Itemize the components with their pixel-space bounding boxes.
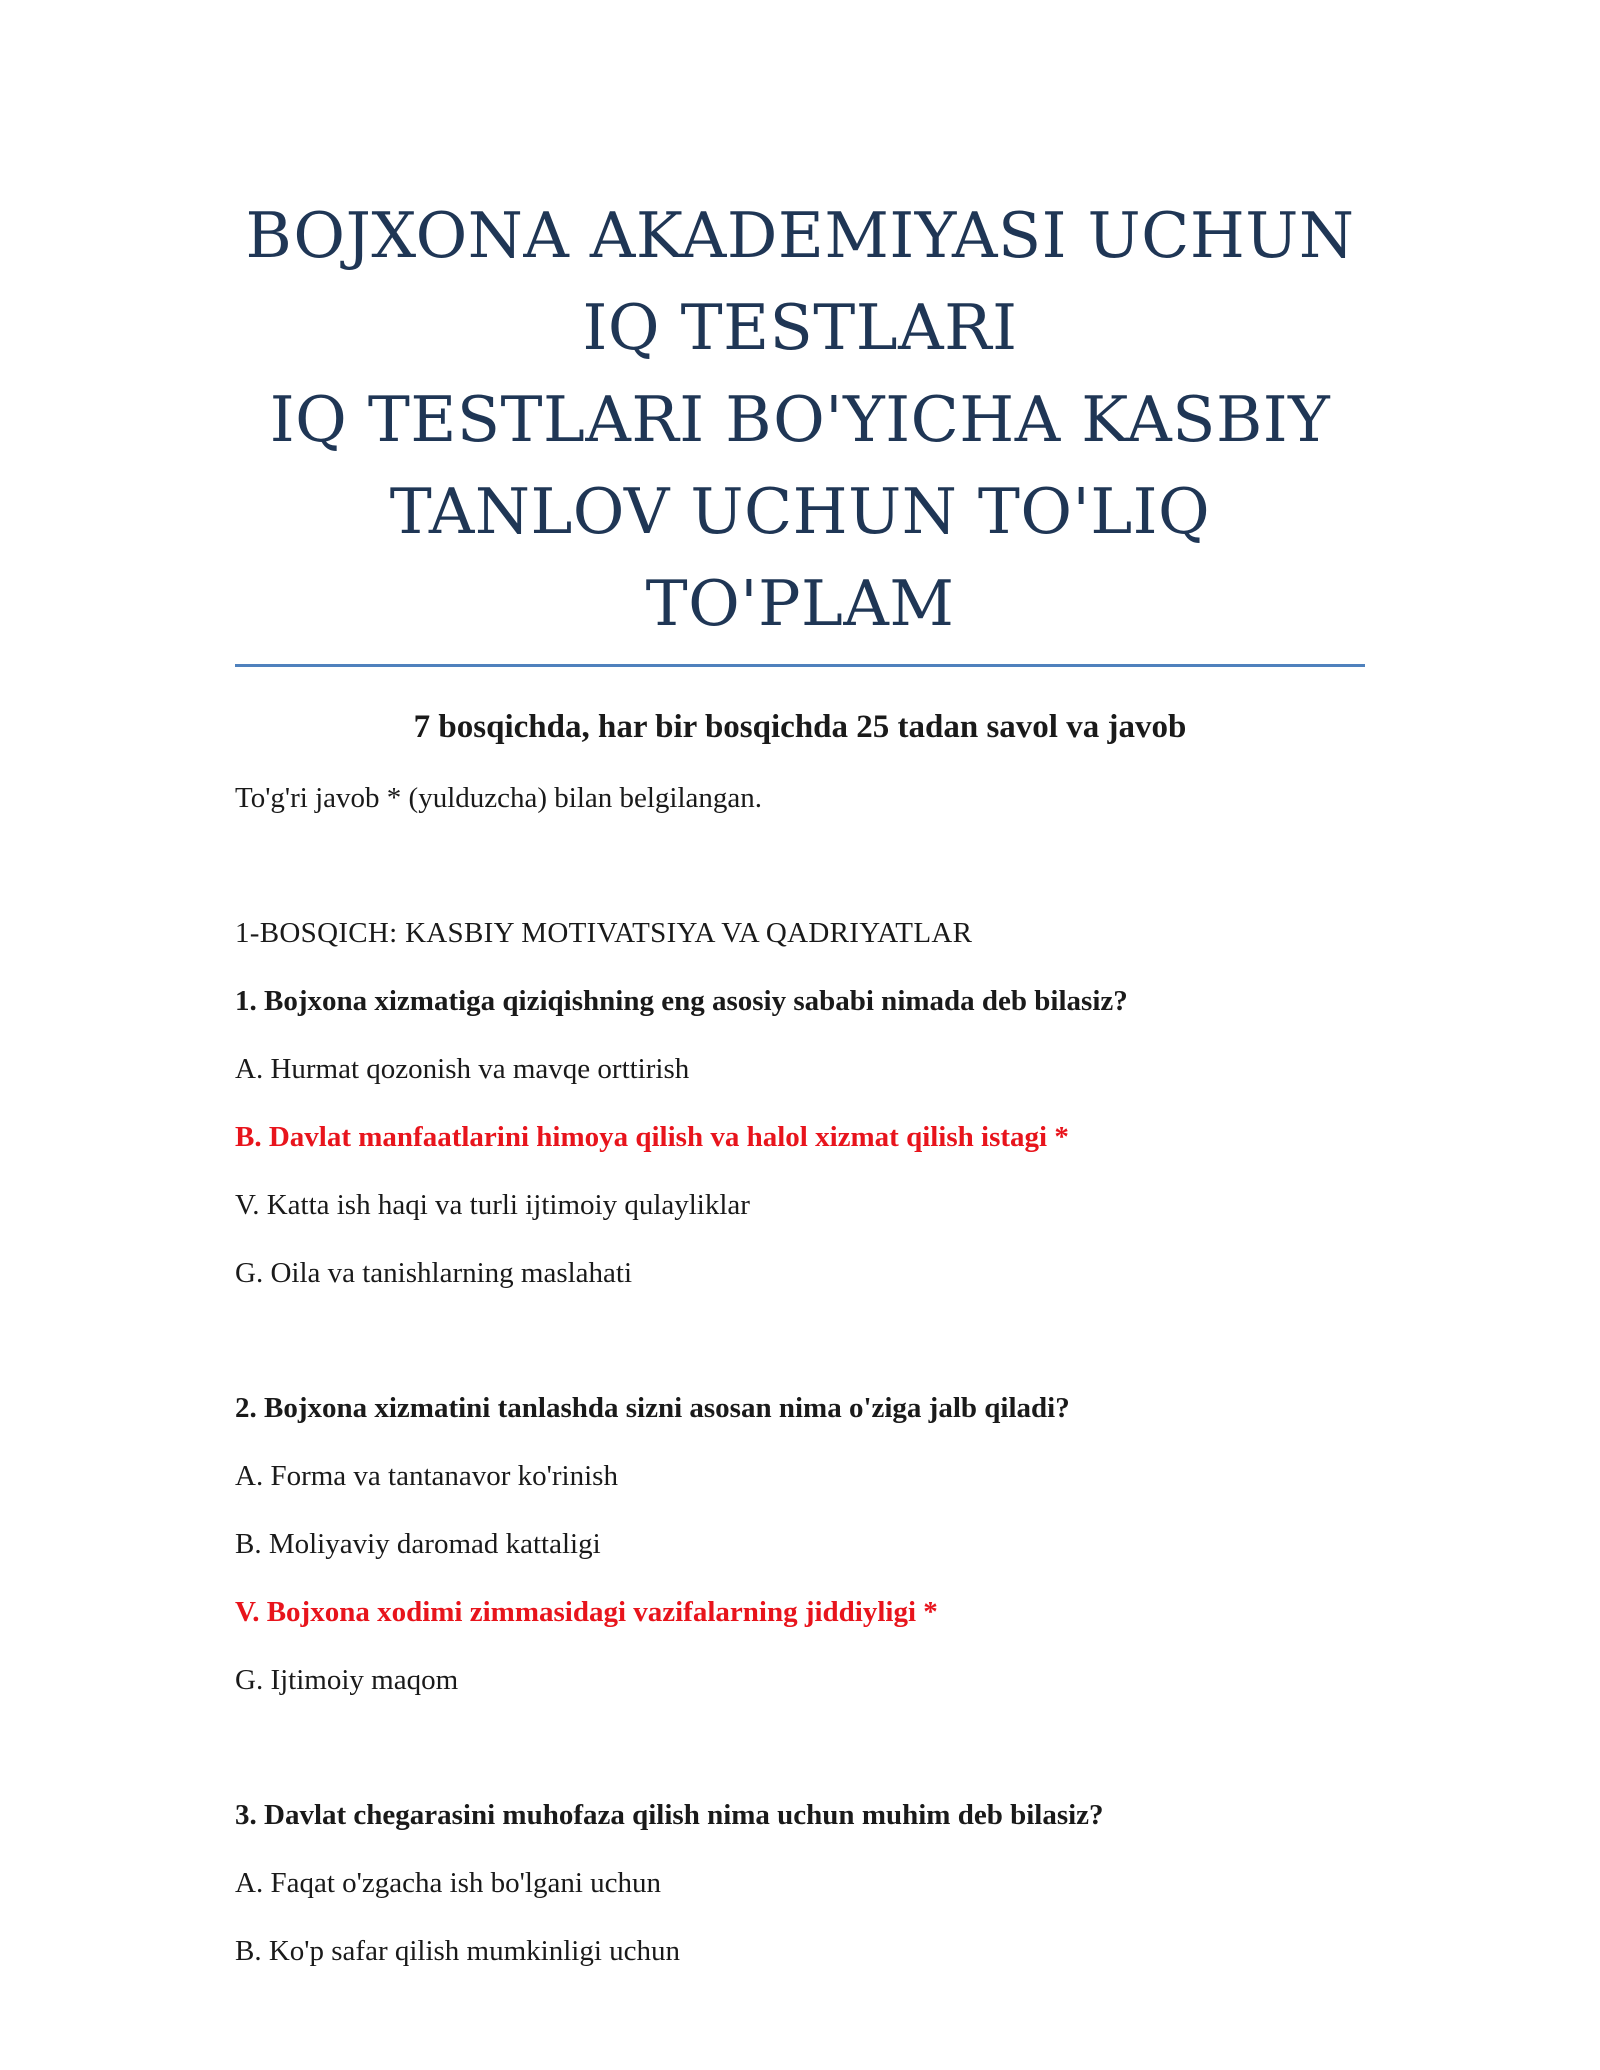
question-block-2 [235,1387,1365,1701]
title-line-3: IQ TESTLARI BO'YICHA KASBIY [269,383,1331,456]
question-block-3 [235,1794,1365,1972]
document-subtitle: 7 bosqichda, har bir bosqichda 25 tadan savol va javob [413,709,1187,745]
answer-option: A. Hurmat qozonish va mavqe orttirish [235,1053,690,1085]
answer-key-note: To'g'ri javob * (yulduzcha) bilan belgilangan. [235,782,763,814]
section-heading: 1-BOSQICH: KASBIY MOTIVATSIYA VA QADRIYATLAR [235,917,973,949]
answer-option: G. Oila va tanishlarning maslahati [235,1257,633,1289]
answer-option: B. Moliyaviy daromad kattaligi [235,1528,601,1560]
question-text: 1. Bojxona xizmatiga qiziqishning eng asosiy sababi nimada deb bilasiz? [235,985,1128,1017]
question-block-1 [235,980,1365,1294]
answer-option: G. Ijtimoiy maqom [235,1664,459,1696]
answer-option-correct: V. Bojxona xodimi zimmasidagi vazifalarning jiddiyligi * [235,1596,938,1628]
answer-option: A. Faqat o'zgacha ish bo'lgani uchun [235,1867,662,1899]
title-divider [235,664,1365,667]
title-line-2: IQ TESTLARI [582,291,1018,364]
answer-option: V. Katta ish haqi va turli ijtimoiy qulayliklar [235,1189,750,1221]
answer-option: A. Forma va tantanavor ko'rinish [235,1460,618,1492]
document-title [235,190,1365,650]
answer-option-correct: B. Davlat manfaatlarini himoya qilish va halol xizmat qilish istagi * [235,1121,1069,1153]
answer-option: B. Ko'p safar qilish mumkinligi uchun [235,1935,681,1967]
document-page [235,190,1365,1972]
question-text: 2. Bojxona xizmatini tanlashda sizni asosan nima o'ziga jalb qiladi? [235,1392,1070,1424]
title-line-1: BOJXONA AKADEMIYASI UCHUN [245,199,1355,272]
question-text: 3. Davlat chegarasini muhofaza qilish nima uchun muhim deb bilasiz? [235,1799,1104,1831]
title-line-4: TANLOV UCHUN TO'LIQ TO'PLAM [389,475,1211,640]
